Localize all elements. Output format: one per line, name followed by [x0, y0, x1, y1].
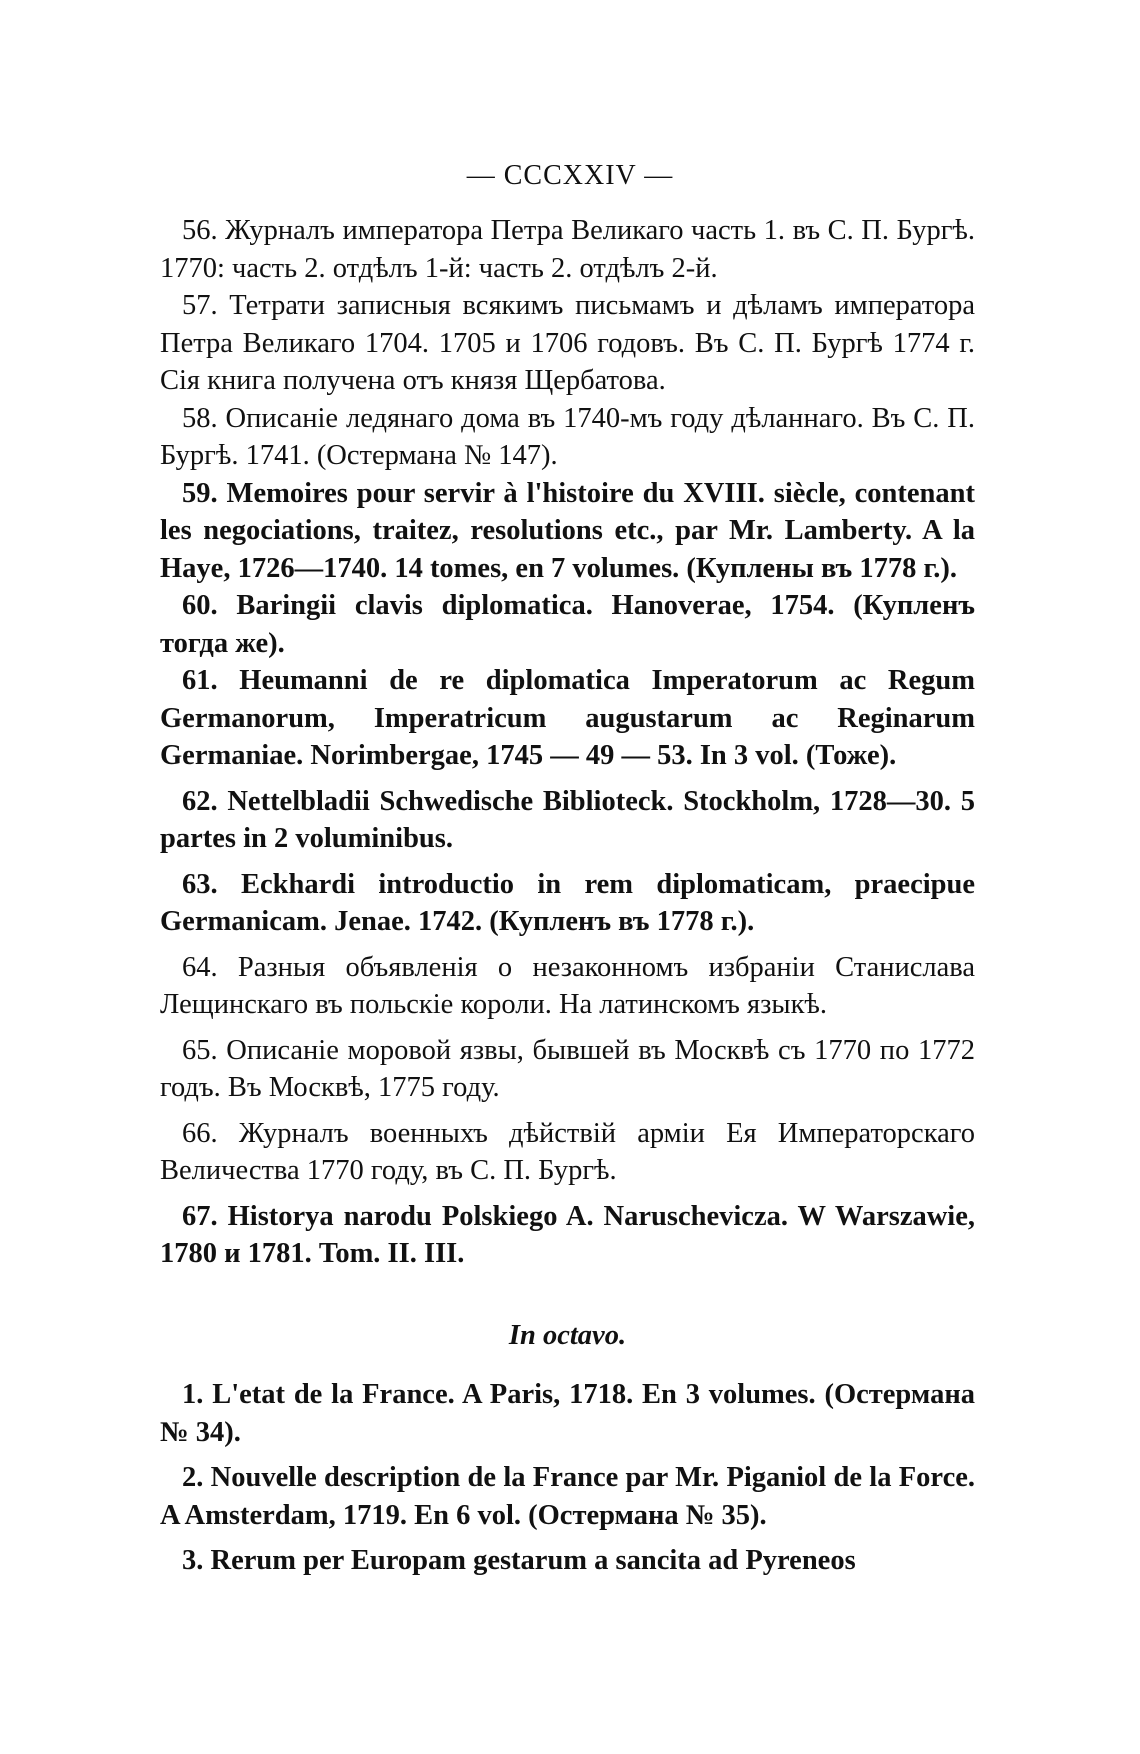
entry-64: 64. Разныя объявленія о незаконномъ избраніи Станислава Лещинскаго въ польскіе короли. На латинскомъ языкѣ.	[160, 951, 975, 1020]
entry-67: 67. Historya narodu Polskiego A. Naruschevicza. W Warszawie, 1780 и 1781. Tom. II. III.	[160, 1200, 975, 1269]
section-title: In octavo.	[508, 1319, 627, 1351]
entry-59: 59. Memoires pour servir à l'histoire du XVIII. siècle, contenant les negociations, traitez, resolutions etc., par Mr. Lamberty. A la Haye, 1726—1740. 14 tomes, en 7 volumes. (Куплены въ 1778 г.).	[160, 477, 975, 584]
octavo-entry-1: 1. L'etat de la France. A Paris, 1718. En 3 volumes. (Остермана № 34).	[160, 1379, 975, 1448]
body-text	[160, 212, 975, 1580]
octavo-entry-3: 3. Rerum per Europam gestarum a sancita ad Pyreneos	[182, 1545, 856, 1576]
entry-57: 57. Тетрати записныя всякимъ письмамъ и дѣламъ императора Петра Великаго 1704. 1705 и 1706 годовъ. Въ С. П. Бургѣ 1774 г. Сія книга получена отъ князя Щербатова.	[160, 290, 975, 396]
entry-56: 56. Журналъ императора Петра Великаго часть 1. въ С. П. Бургѣ. 1770: часть 2. отдѣлъ 1-й: часть 2. отдѣлъ 2-й.	[160, 215, 975, 284]
entry-60: 60. Baringii clavis diplomatica. Hanoverae, 1754. (Купленъ тогда же).	[160, 590, 975, 659]
octavo-entry-2: 2. Nouvelle description de la France par Mr. Piganiol de la Force. A Amsterdam, 1719. En 6 vol. (Остермана № 35).	[160, 1462, 975, 1531]
entry-65: 65. Описаніе моровой язвы, бывшей въ Москвѣ съ 1770 по 1772 годъ. Въ Москвѣ, 1775 году.	[160, 1034, 975, 1103]
entry-66: 66. Журналъ военныхъ дѣйствій арміи Ея Императорскаго Величества 1770 году, въ С. П. Бургѣ.	[160, 1117, 975, 1186]
page-header: — CCCXXIV —	[466, 160, 674, 191]
entry-61: 61. Heumanni de re diplomatica Imperatorum ac Regum Germanorum, Imperatricum augustarum ac Reginarum Germaniae. Norimbergae, 1745 — 49 — 53. In 3 vol. (Тоже).	[160, 665, 975, 771]
entry-62: 62. Nettelbladii Schwedische Biblioteck. Stockholm, 1728—30. 5 partes in 2 voluminibus.	[160, 785, 975, 854]
entry-58: 58. Описаніе ледянаго дома въ 1740-мъ году дѣланнаго. Въ С. П. Бургѣ. 1741. (Остермана № 147).	[160, 402, 975, 471]
entry-63: 63. Eckhardi introductio in rem diplomaticam, praecipue Germanicam. Jenae. 1742. (Купленъ въ 1778 г.).	[160, 868, 975, 937]
